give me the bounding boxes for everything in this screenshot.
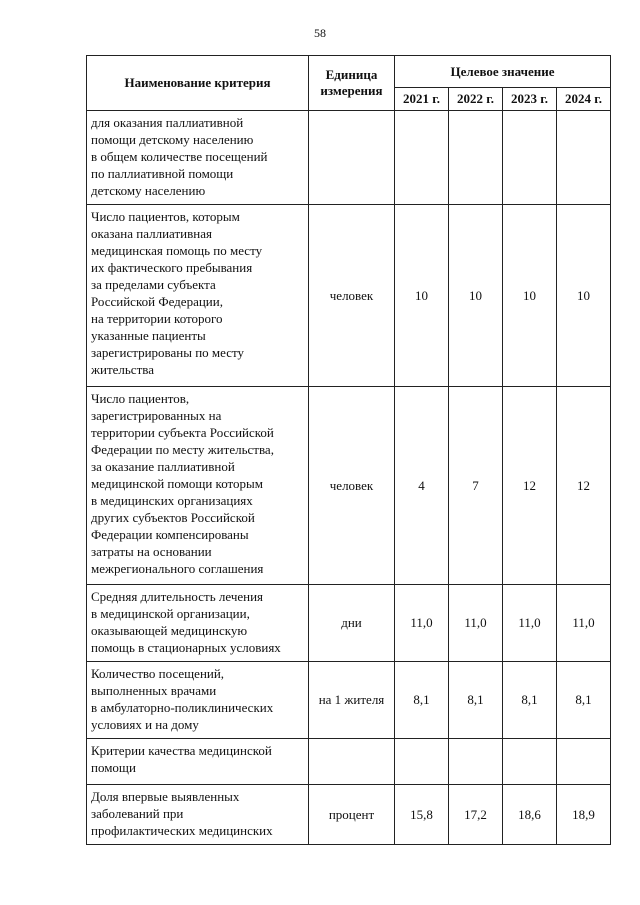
table-row — [87, 205, 611, 387]
criterion-unit: человек — [309, 205, 395, 387]
header-year: 2023 г. — [503, 88, 557, 111]
criterion-unit: дни — [309, 585, 395, 662]
value-cell: 10 — [395, 205, 449, 387]
criterion-name: Доля впервые выявленных заболеваний при профилактических медицинских — [87, 785, 309, 845]
value-cell: 8,1 — [449, 662, 503, 739]
criterion-unit: человек — [309, 387, 395, 585]
value-cell: 8,1 — [557, 662, 611, 739]
header-criterion-name: Наименование критерия — [87, 56, 309, 111]
value-cell: 10 — [449, 205, 503, 387]
value-cell: 12 — [557, 387, 611, 585]
criterion-name: Критерии качества медицинской помощи — [87, 739, 309, 785]
value-cell: 17,2 — [449, 785, 503, 845]
value-cell — [503, 111, 557, 205]
criterion-name: Количество посещений, выполненных врачами в амбулаторно-поликлинических условиях и на дому — [87, 662, 309, 739]
value-cell: 11,0 — [503, 585, 557, 662]
value-cell: 18,9 — [557, 785, 611, 845]
value-cell: 18,6 — [503, 785, 557, 845]
criterion-unit: процент — [309, 785, 395, 845]
table-row — [87, 387, 611, 585]
value-cell: 7 — [449, 387, 503, 585]
table-row — [87, 111, 611, 205]
table-row — [87, 785, 611, 845]
header-year: 2021 г. — [395, 88, 449, 111]
criterion-name: для оказания паллиативной помощи детскому населению в общем количестве посещений по паллиативной помощи детскому населению — [87, 111, 309, 205]
criterion-name: Число пациентов, зарегистрированных на территории субъекта Российской Федерации по месту жительства, за оказание паллиативной медицинской помощи которым в медицинских организациях других субъектов Российской Федерации компенсированы затраты на основании межрегионального соглашения — [87, 387, 309, 585]
table-row — [87, 739, 611, 785]
header-unit: Единица измерения — [309, 56, 395, 111]
value-cell: 8,1 — [395, 662, 449, 739]
header-year: 2024 г. — [557, 88, 611, 111]
value-cell — [449, 739, 503, 785]
value-cell: 12 — [503, 387, 557, 585]
value-cell — [449, 111, 503, 205]
criterion-name: Средняя длительность лечения в медицинской организации, оказывающей медицинскую помощь в стационарных условиях — [87, 585, 309, 662]
value-cell — [395, 111, 449, 205]
value-cell: 10 — [557, 205, 611, 387]
page-number: 58 — [314, 26, 326, 40]
value-cell — [557, 111, 611, 205]
value-cell: 8,1 — [503, 662, 557, 739]
criterion-unit: на 1 жителя — [309, 662, 395, 739]
value-cell: 10 — [503, 205, 557, 387]
criteria-table — [86, 55, 611, 845]
table-row — [87, 585, 611, 662]
value-cell — [503, 739, 557, 785]
criterion-unit — [309, 739, 395, 785]
value-cell — [557, 739, 611, 785]
criterion-unit — [309, 111, 395, 205]
value-cell: 11,0 — [395, 585, 449, 662]
value-cell: 4 — [395, 387, 449, 585]
header-target-value: Целевое значение — [395, 56, 611, 88]
header-year: 2022 г. — [449, 88, 503, 111]
value-cell: 15,8 — [395, 785, 449, 845]
value-cell — [395, 739, 449, 785]
table-row — [87, 662, 611, 739]
criterion-name: Число пациентов, которым оказана паллиативная медицинская помощь по месту их фактического пребывания за пределами субъекта Российской Федерации, на территории которого указанные пациенты зарегистрированы по месту жительства — [87, 205, 309, 387]
value-cell: 11,0 — [557, 585, 611, 662]
value-cell: 11,0 — [449, 585, 503, 662]
